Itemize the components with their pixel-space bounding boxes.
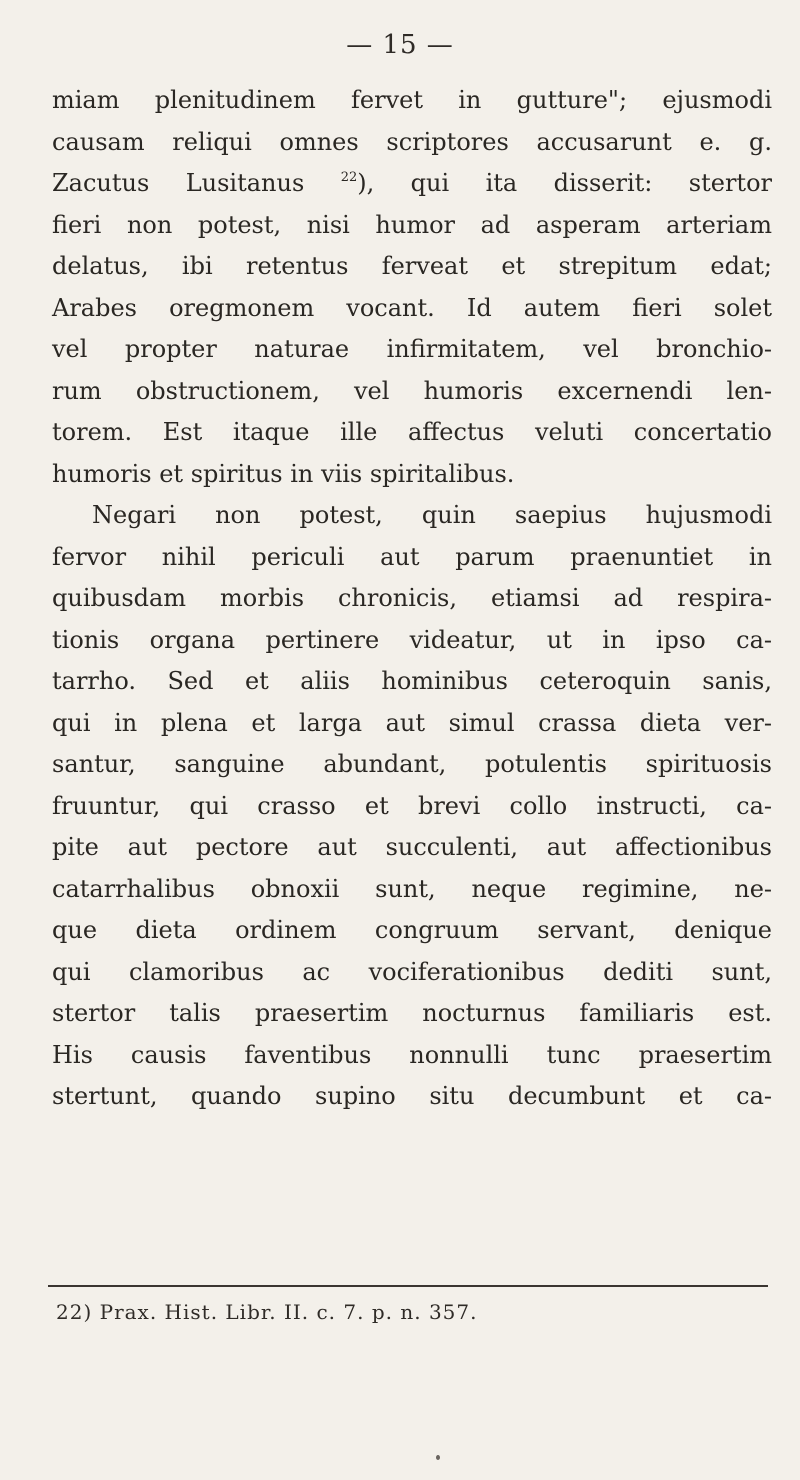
footnote-divider: [48, 1285, 768, 1287]
footnote-reference: 22: [340, 170, 358, 185]
text-line: quibusdam morbis chronicis, etiamsi ad respira-: [52, 584, 772, 612]
page-number-header: — 15 —: [346, 30, 454, 60]
text-line: stertunt, quando supino situ decumbunt et ca-: [52, 1082, 772, 1110]
text-line: que dieta ordinem congruum servant, denique: [52, 916, 772, 944]
text-line: rum obstructionem, vel humoris excernendi len-: [52, 376, 772, 405]
text-line: Arabes oregmonem vocant. Id autem fieri solet: [52, 293, 772, 322]
text-line: fruuntur, qui crasso et brevi collo instructi, ca-: [52, 791, 772, 820]
text-line: miam plenitudinem fervet in gutture"; ejusmodi: [52, 86, 772, 114]
text-line: fieri non potest, nisi humor ad asperam arteriam: [52, 210, 772, 239]
text-line: torem. Est itaque ille affectus veluti concertatio: [52, 418, 772, 446]
text-line: His causis faventibus nonnulli tunc praesertim: [52, 1040, 772, 1069]
body-text: [52, 80, 772, 1118]
paragraph-start-line: Negari non potest, quin saepius hujusmodi: [92, 501, 772, 529]
text-line: tarrho. Sed et aliis hominibus ceteroquin sanis,: [52, 667, 772, 695]
text-line: Zacutus Lusitanus $^{22}$), qui ita disserit: stertor: [52, 169, 772, 197]
text-line: catarrhalibus obnoxii sunt, neque regimine, ne-: [52, 874, 772, 903]
text-line: vel propter naturae infirmitatem, vel bronchio-: [52, 335, 772, 363]
text-line: qui clamoribus ac vociferationibus dediti sunt,: [52, 957, 772, 986]
text-line: fervor nihil periculi aut parum praenuntiet in: [52, 542, 772, 571]
paragraph-end-line: humoris et spiritus in viis spiritalibus.: [52, 459, 515, 488]
text-line: santur, sanguine abundant, potulentis spirituosis: [52, 750, 772, 778]
footnote-marker: 22: [56, 1300, 84, 1324]
text-line: delatus, ibi retentus ferveat et strepitum edat;: [52, 252, 772, 280]
text-line: stertor talis praesertim nocturnus familiaris est.: [52, 999, 772, 1027]
text-line: tionis organa pertinere videatur, ut in ipso ca-: [52, 625, 772, 654]
footnote: [56, 1300, 477, 1324]
ink-speck: [436, 1455, 440, 1460]
footnote-text: ) Prax. Hist. Libr. II. c. 7. p. n. 357.: [83, 1300, 478, 1324]
text-line: causam reliqui omnes scriptores accusarunt e. g.: [52, 127, 772, 156]
text-line: qui in plena et larga aut simul crassa dieta ver-: [52, 708, 772, 737]
text-line: pite aut pectore aut succulenti, aut affectionibus: [52, 833, 772, 861]
